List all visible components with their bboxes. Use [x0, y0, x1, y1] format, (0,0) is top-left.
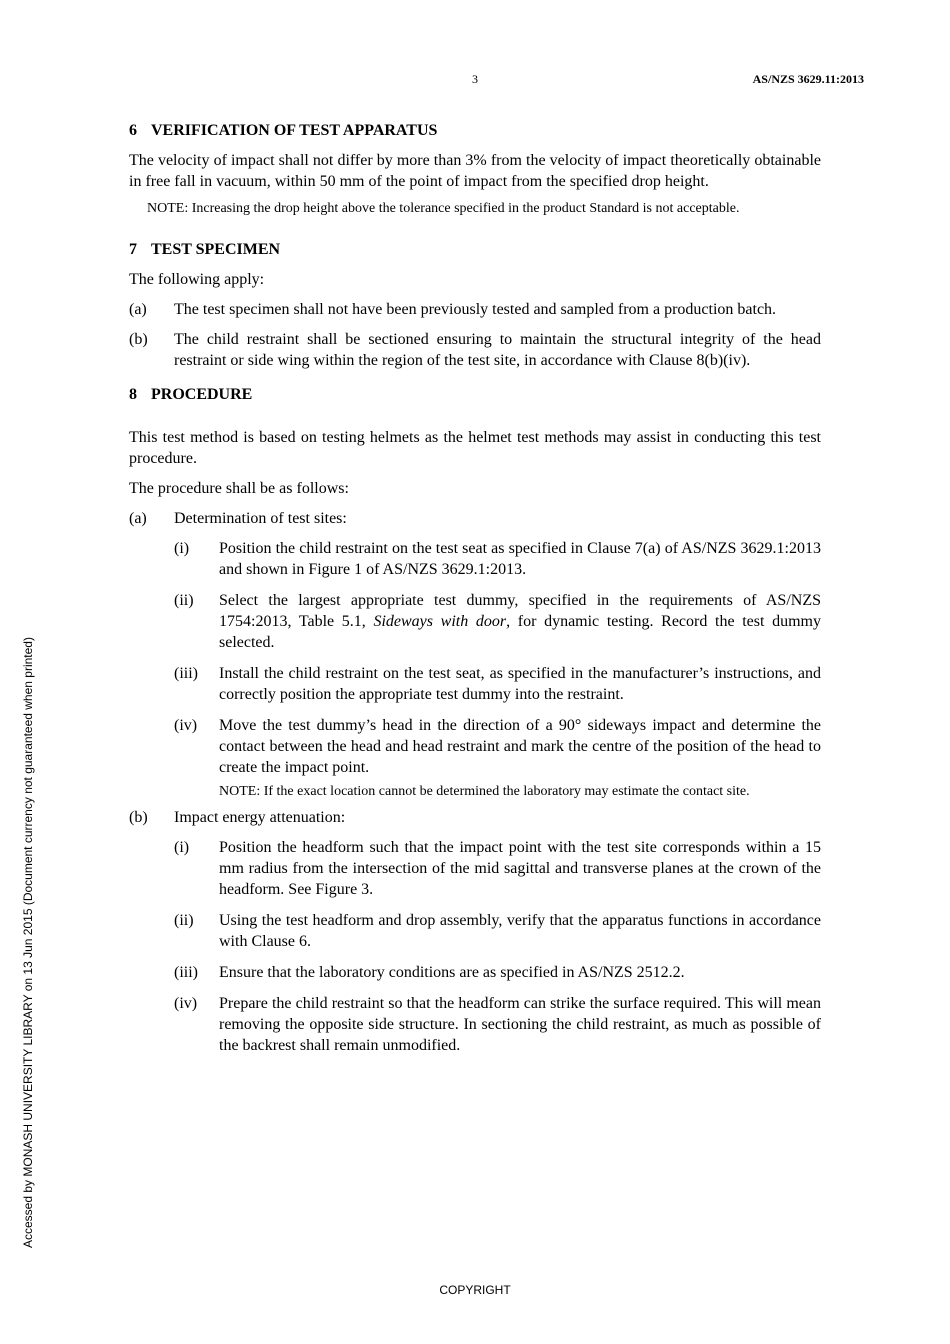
sub-item	[174, 962, 821, 983]
italic-table-ref: Sideways with door	[373, 613, 507, 630]
section-number: 7	[129, 241, 137, 258]
sub-item-label: (iii)	[174, 665, 198, 682]
sub-item	[174, 663, 821, 705]
section-title: TEST SPECIMEN	[151, 241, 281, 258]
sub-item-label: (i)	[174, 540, 190, 557]
item-text: The test specimen shall not have been previously tested and sampled from a production batch.	[174, 301, 777, 318]
item-text: Determination of test sites:	[174, 510, 347, 527]
list-item	[129, 299, 821, 320]
list-item	[129, 508, 821, 529]
sub-item-label: (i)	[174, 839, 190, 856]
sub-item	[174, 715, 821, 778]
sub-item	[174, 837, 821, 900]
list-item	[129, 329, 821, 371]
section-7-intro: The following apply:	[129, 271, 265, 288]
section-6-note: NOTE: Increasing the drop height above the tolerance specified in the product Standard is not acceptable.	[147, 201, 740, 216]
sub-item-label: (ii)	[174, 592, 194, 609]
sub-item-text: Move the test dummy’s head in the direction of a 90° sideways impact and determine the contact between the head and head restraint and mark the centre of the position of the head to create the impact point.	[219, 717, 821, 776]
sub-item	[174, 993, 821, 1056]
item-text: The child restraint shall be sectioned ensuring to maintain the structural integrity of the head restraint or side wing within the region of the test site, in accordance with Clause 8(b)(iv).	[174, 331, 821, 369]
item-label: (a)	[129, 510, 147, 527]
section-6-body: The velocity of impact shall not differ by more than 3% from the velocity of impact theoretically obtainable in free fall in vacuum, within 50 mm of the point of impact from the specified drop height.	[129, 152, 821, 190]
section-8-heading	[129, 384, 821, 405]
sub-item-text: Using the test headform and drop assembly, verify that the apparatus functions in accordance with Clause 6.	[219, 912, 821, 950]
section-8-para-1: This test method is based on testing helmets as the helmet test methods may assist in conducting this test procedure.	[129, 429, 821, 467]
section-title: PROCEDURE	[151, 386, 253, 403]
sub-item-label: (iv)	[174, 717, 198, 734]
sub-item-text: Position the headform such that the impact point with the test site corresponds within a 15 mm radius from the intersection of the mid sagittal and transverse planes at the crown of the headform. See Figure 3.	[219, 839, 821, 898]
section-title: VERIFICATION OF TEST APPARATUS	[151, 122, 438, 139]
sub-item-label: (iv)	[174, 995, 198, 1012]
section-7-heading	[129, 239, 821, 260]
sub-item-text: Ensure that the laboratory conditions are as specified in AS/NZS 2512.2.	[219, 964, 685, 981]
section-8-para-2: The procedure shall be as follows:	[129, 480, 349, 497]
item-label: (b)	[129, 809, 148, 826]
text-part: , for dynamic testing. Record the test dummy selected.	[219, 613, 821, 651]
sub-item-label: (iii)	[174, 964, 198, 981]
sub-item	[174, 538, 821, 580]
sub-item	[174, 910, 821, 952]
page-number: 3	[472, 72, 478, 86]
section-number: 8	[129, 386, 137, 403]
sub-item-label: (ii)	[174, 912, 194, 929]
list-item	[129, 807, 821, 828]
item-label: (a)	[129, 301, 147, 318]
text-part: Select the largest appropriate test dummy, specified in the requirements of AS/NZS 1754:2013, Table 5.1,	[219, 592, 821, 630]
sub-item-text: Install the child restraint on the test seat, as specified in the manufacturer’s instructions, and correctly position the appropriate test dummy into the restraint.	[219, 665, 821, 703]
procedure-note: NOTE: If the exact location cannot be determined the laboratory may estimate the contact site.	[219, 784, 750, 799]
standard-reference: AS/NZS 3629.11:2013	[752, 72, 864, 86]
item-text: Impact energy attenuation:	[174, 809, 346, 826]
sub-item-text: Position the child restraint on the test seat as specified in Clause 7(a) of AS/NZS 3629.1:2013 and shown in Figure 1 of AS/NZS 3629.1:2013.	[219, 540, 821, 578]
section-6-heading	[129, 120, 821, 141]
document-body	[129, 120, 821, 1066]
access-watermark: Accessed by MONASH UNIVERSITY LIBRARY on 13 Jun 2015 (Document currency not guaranteed when printed)	[21, 637, 35, 1248]
sub-item-text	[219, 590, 821, 653]
section-number: 6	[129, 122, 137, 139]
copyright-footer: COPYRIGHT	[439, 1283, 511, 1297]
sub-item-text: Prepare the child restraint so that the headform can strike the surface required. This will mean removing the opposite side structure. In sectioning the child restraint, as much as possible of the backrest shall remain unmodified.	[219, 995, 821, 1054]
sub-item	[174, 590, 821, 653]
item-label: (b)	[129, 331, 148, 348]
